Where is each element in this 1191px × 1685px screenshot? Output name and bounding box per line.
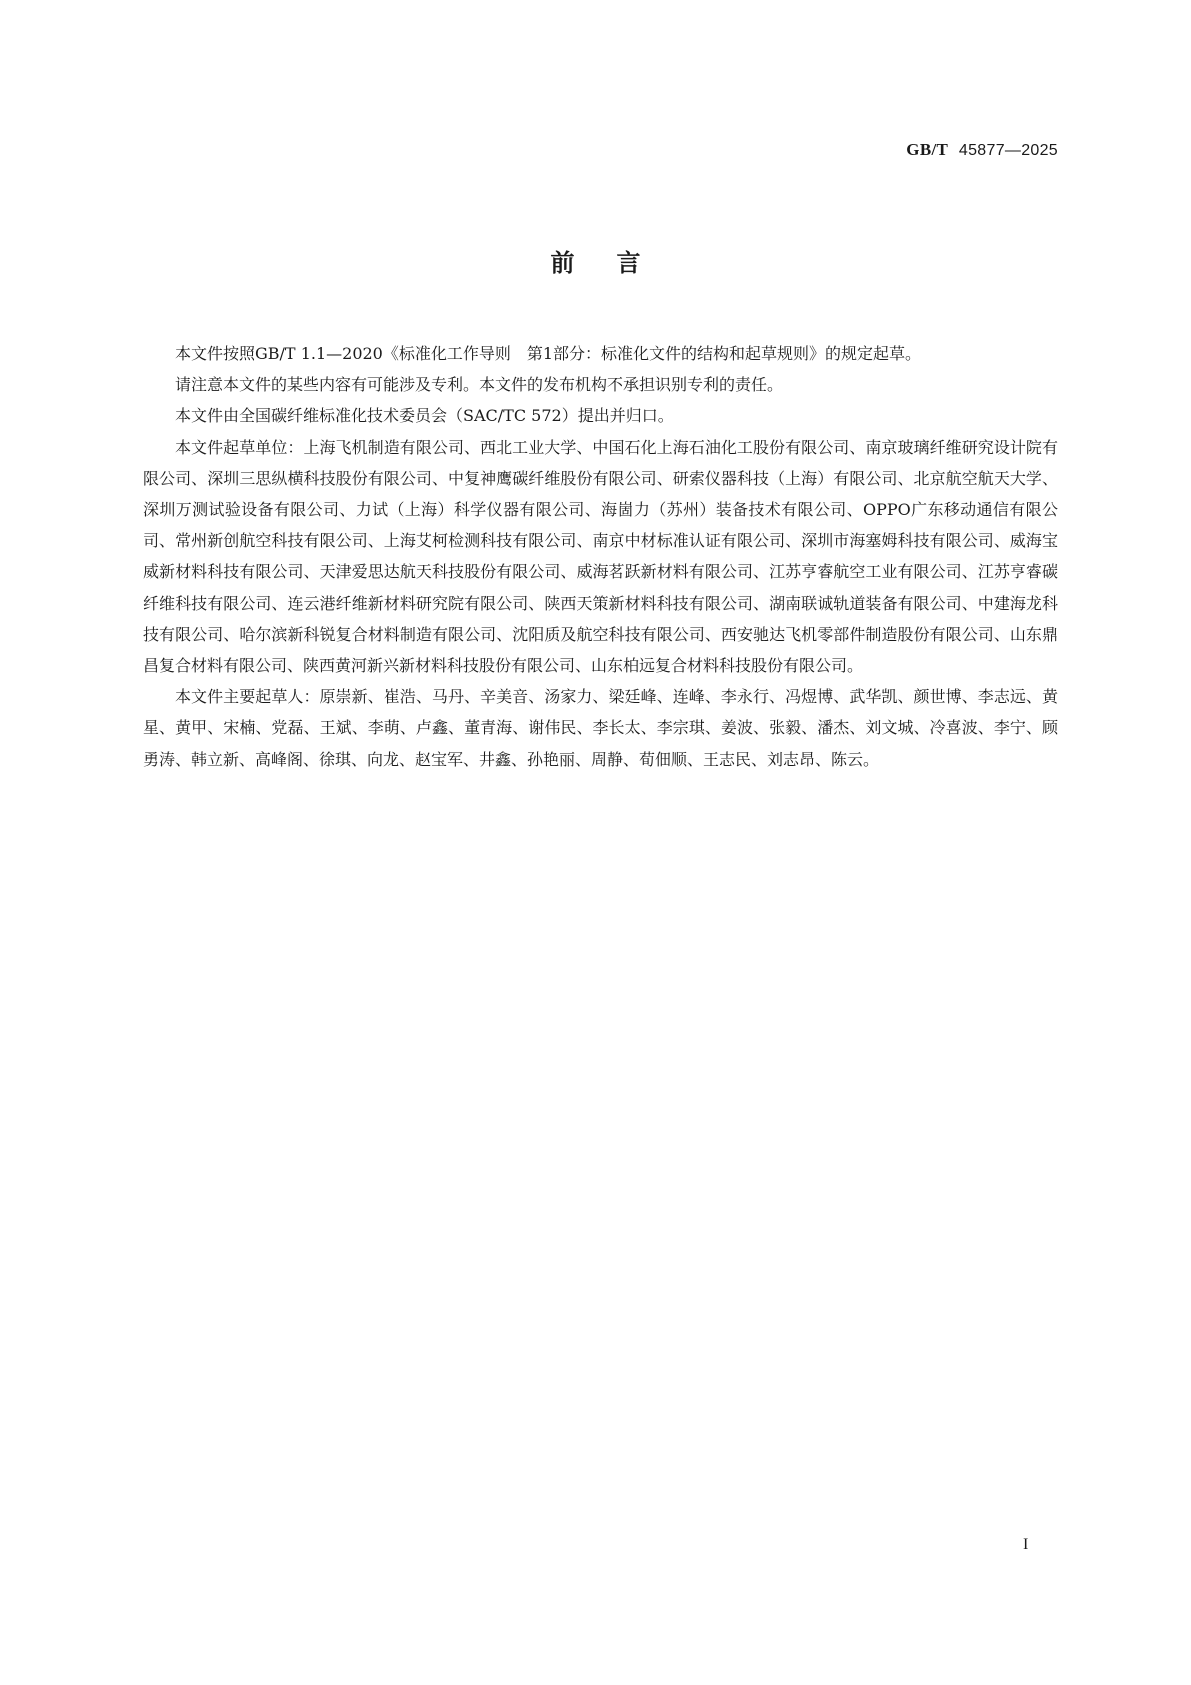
standard-number: 45877—2025	[958, 142, 1058, 159]
standard-prefix: GB/T	[906, 140, 949, 159]
page-number: I	[1023, 1536, 1029, 1553]
paragraph-drafters: 本文件主要起草人：原崇新、崔浩、马丹、辛美音、汤家力、梁廷峰、连峰、李永行、冯煜博、武华凯、颜世博、李志远、黄星、黄甲、宋楠、党磊、王斌、李萌、卢鑫、董青海、谢伟民、李长太、李宗琪、姜波、张毅、潘杰、刘文城、冷喜波、李宁、顾勇涛、韩立新、高峰阁、徐琪、向龙、赵宝军、井鑫、孙艳丽、周静、荀佃顺、王志民、刘志昂、陈云。	[143, 687, 1058, 769]
standard-code	[906, 140, 1058, 160]
paragraph-patent-notice: 请注意本文件的某些内容有可能涉及专利。本文件的发布机构不承担识别专利的责任。	[175, 375, 784, 395]
paragraph-committee: 本文件由全国碳纤维标准化技术委员会（SAC/TC 572）提出并归口。	[175, 406, 674, 426]
document-body	[143, 338, 1058, 775]
paragraph-drafting-rules: 本文件按照GB/T 1.1—2020《标准化工作导则 第1部分：标准化文件的结构和起草规则》的规定起草。	[175, 344, 922, 363]
page-title: 前言	[550, 249, 683, 277]
paragraph-drafting-units: 本文件起草单位：上海飞机制造有限公司、西北工业大学、中国石化上海石油化工股份有限公司、南京玻璃纤维研究设计院有限公司、深圳三思纵横科技股份有限公司、中复神鹰碳纤维股份有限公司、研索仪器科技（上海）有限公司、北京航空航天大学、深圳万测试验设备有限公司、力试（上海）科学仪器有限公司、海崮力（苏州）装备技术有限公司、OPPO广东移动通信有限公司、常州新创航空科技有限公司、上海艾柯检测科技有限公司、南京中材标准认证有限公司、深圳市海塞姆科技有限公司、威海宝威新材料科技有限公司、天津爱思达航天科技股份有限公司、威海茗跃新材料有限公司、江苏亨睿航空工业有限公司、江苏亨睿碳纤维科技有限公司、连云港纤维新材料研究院有限公司、陕西天策新材料科技有限公司、湖南联诚轨道装备有限公司、中建海龙科技有限公司、哈尔滨新科锐复合材料制造有限公司、沈阳质及航空科技有限公司、西安驰达飞机零部件制造股份有限公司、山东鼎昌复合材料有限公司、陕西黄河新兴新材料科技股份有限公司、山东柏远复合材料科技股份有限公司。	[143, 437, 1058, 676]
